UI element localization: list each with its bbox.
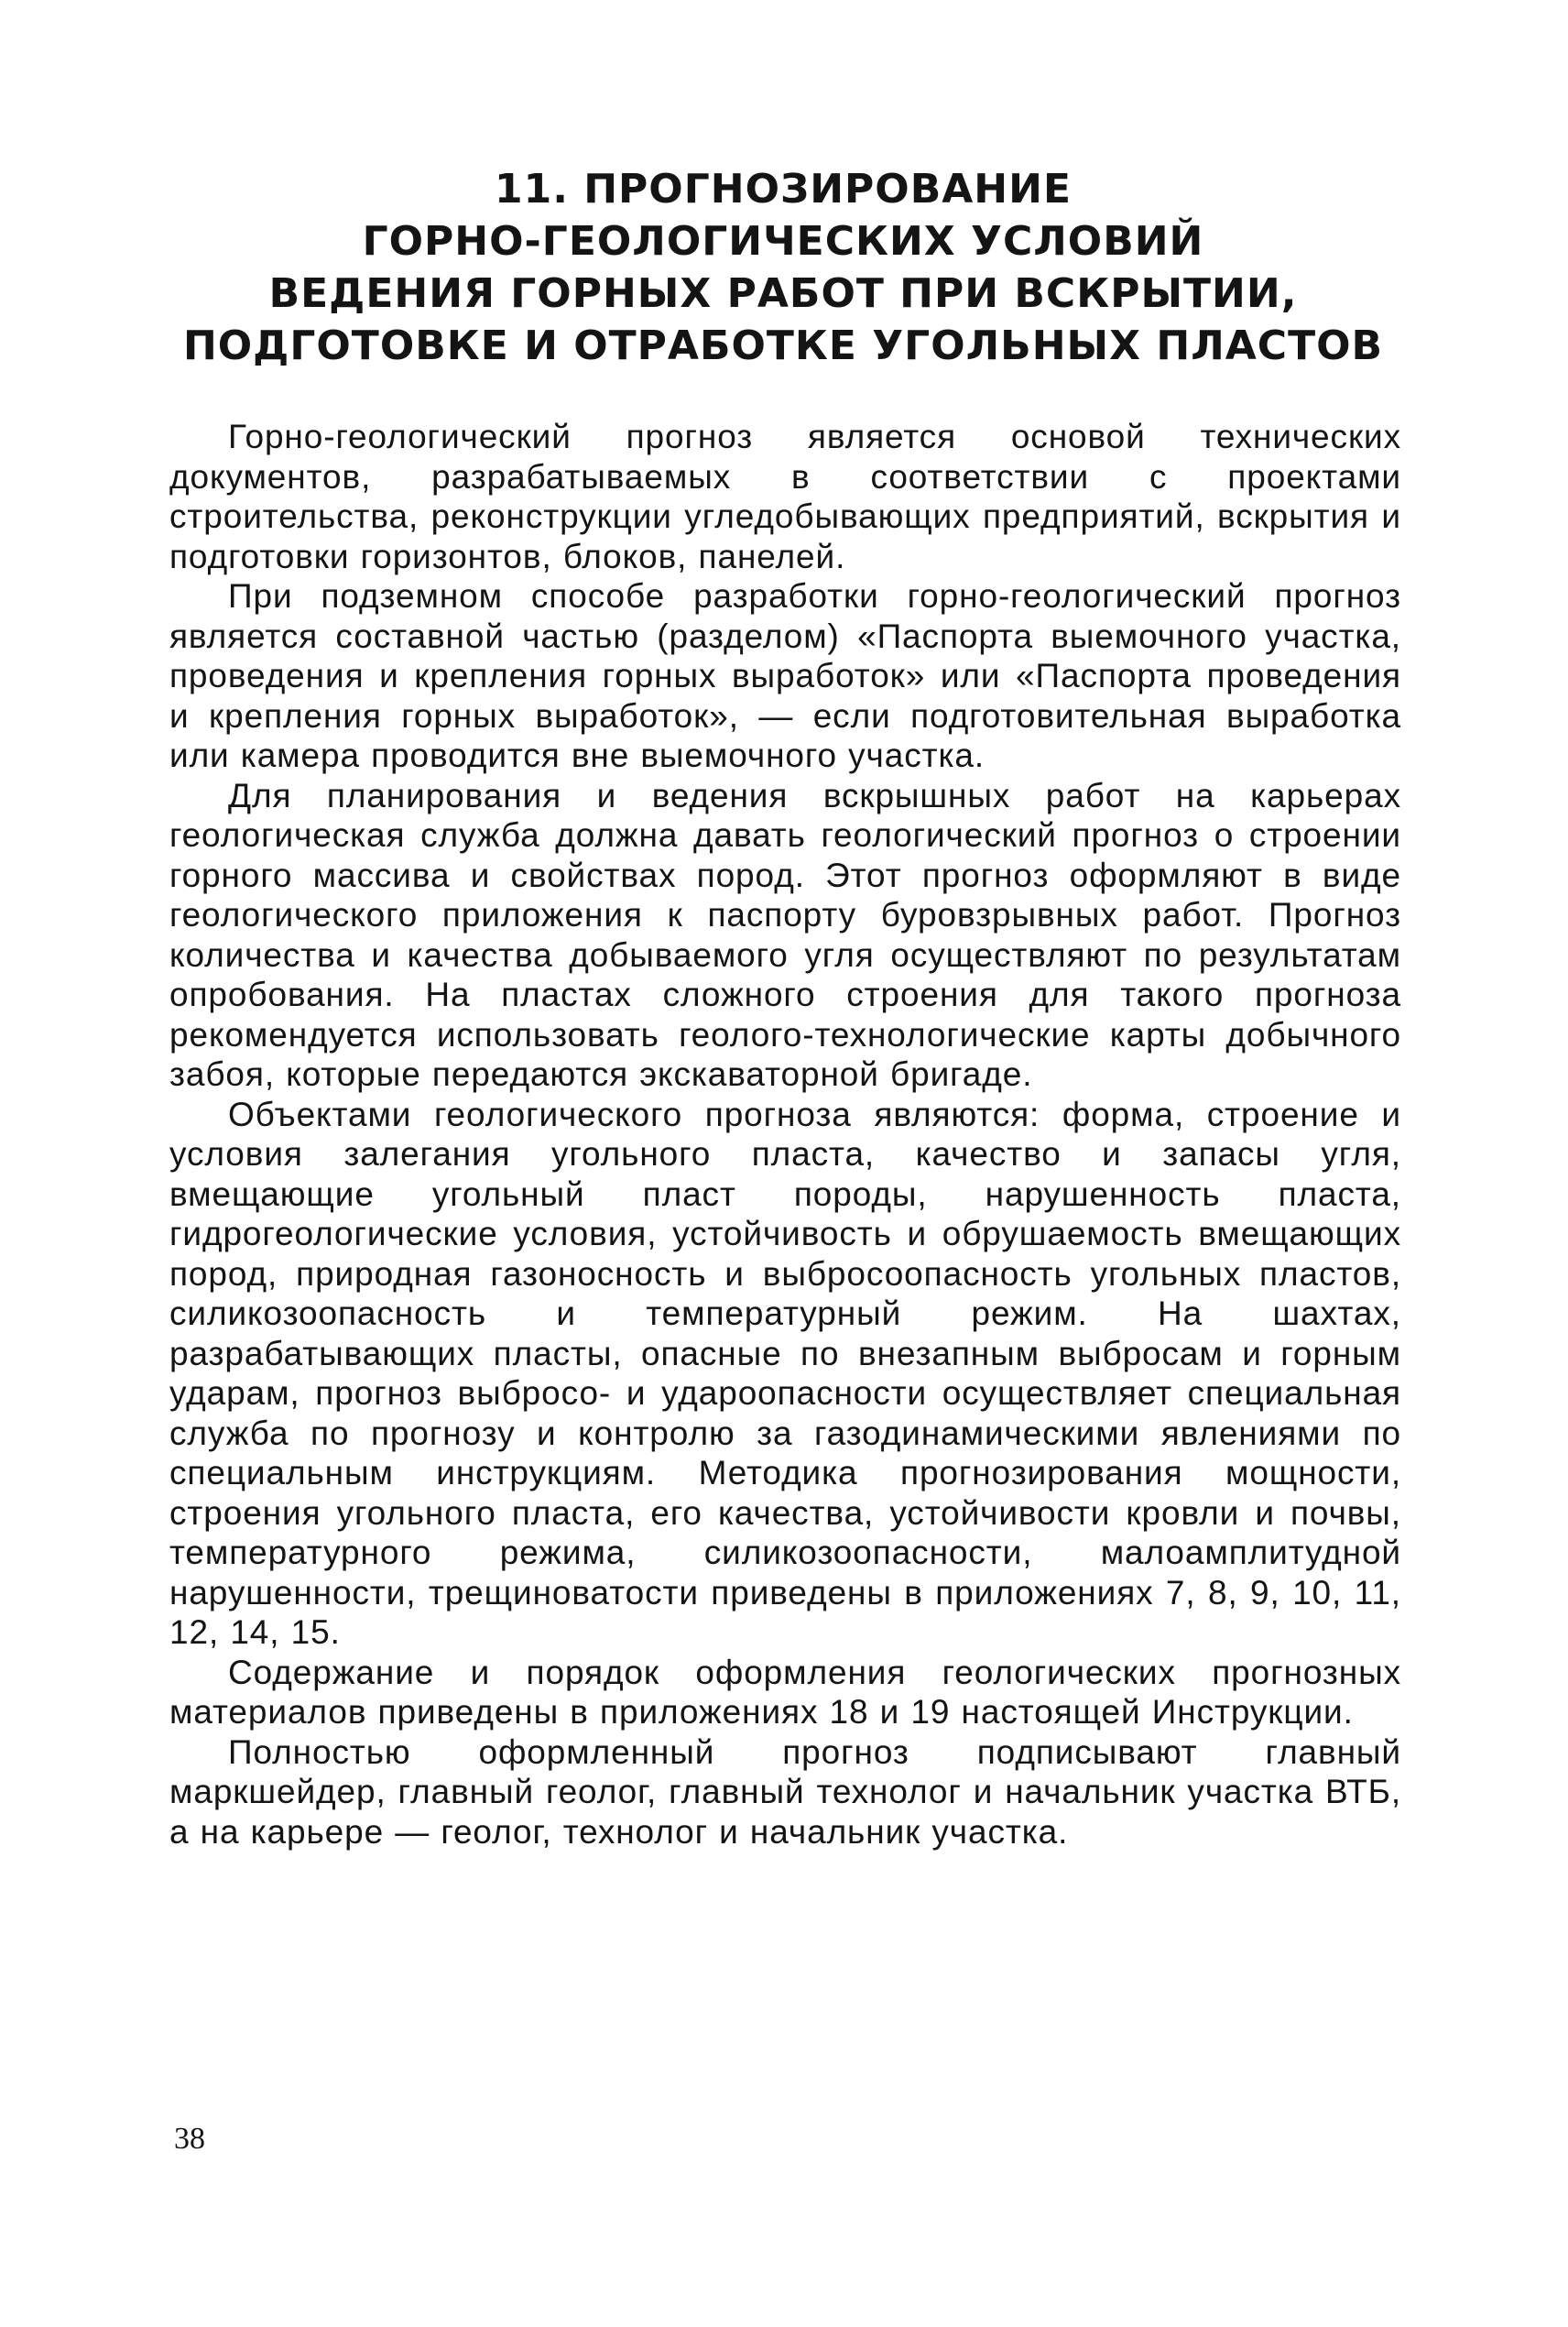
body-text [169, 417, 1401, 1852]
paragraph: Объектами геологического прогноза являются: форма, строение и условия залегания угольного пласта, качество и запасы угля, вмещающие угольный пласт породы, нарушенность пласта, гидрогеологические условия, устойчивость и обрушаемость вмещающих пород, природная газоносность и выбросоопасность угольных пластов, силикозоопасность и температурный режим. На шахтах, разрабатывающих пласты, опасные по внезапным выбросам и горным ударам, прогноз выбросо- и удароопасности осуществляет специальная служба по прогнозу и контролю за газодинамическими явлениями по специальным инструкциям. Методика прогнозирования мощности, строения угольного пласта, его качества, устойчивости кровли и почвы, температурного режима, силикозоопасности, малоамплитудной нарушенности, трещиноватости приведены в приложениях 7, 8, 9, 10, 11, 12, 14, 15. [169, 1095, 1401, 1651]
paragraph: Полностью оформленный прогноз подписывают главный маркшейдер, главный геолог, главный технолог и начальник участка ВТБ, а на карьере — геолог, технолог и начальник участка. [169, 1732, 1401, 1851]
heading-line: ГОРНО-ГЕОЛОГИЧЕСКИХ УСЛОВИЙ [362, 218, 1204, 265]
heading-line: 11. ПРОГНОЗИРОВАНИЕ [494, 166, 1073, 213]
paragraph: Горно-геологический прогноз является основой технических документов, разрабатываемых в соответствии с проектами строительства, реконструкции угледобывающих предприятий, вскрытия и подготовки горизонтов, блоков, панелей. [169, 418, 1401, 575]
paragraph: Для планирования и ведения вскрышных работ на карьерах геологическая служба должна давать геологический прогноз о строении горного массива и свойствах пород. Этот прогноз оформляют в виде геологического приложения к паспорту буровзрывных работ. Прогноз количества и качества добываемого угля осуществляют по результатам опробования. На пластах сложного строения для такого прогноза рекомендуется использовать геолого-технологические карты добычного забоя, которые передаются экскаваторной бригаде. [169, 776, 1401, 1093]
paragraph: Содержание и порядок оформления геологических прогнозных материалов приведены в приложениях 18 и 19 настоящей Инструкции. [169, 1653, 1401, 1731]
heading-line: ВЕДЕНИЯ ГОРНЫХ РАБОТ ПРИ ВСКРЫТИИ, [268, 270, 1298, 317]
paragraph: При подземном способе разработки горно-геологический прогноз является составной частью (разделом) «Паспорта выемочного участка, проведения и крепления горных выработок» или «Паспорта проведения и крепления горных выработок», — если подготовительная выработка или камера проводится вне выемочного участка. [169, 577, 1401, 774]
page-number: 38 [174, 2122, 205, 2156]
section-heading [174, 163, 1392, 372]
heading-line: ПОДГОТОВКЕ И ОТРАБОТКЕ УГОЛЬНЫХ ПЛАСТОВ [182, 322, 1384, 369]
